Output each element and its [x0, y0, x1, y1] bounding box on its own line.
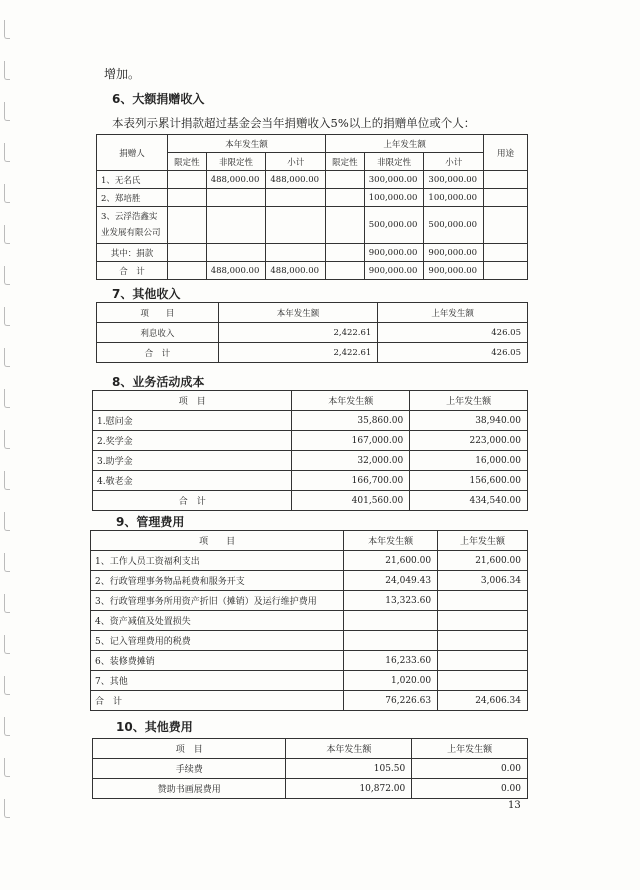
table-row [97, 244, 528, 262]
header-previous-year: 上年发生额 [378, 303, 528, 323]
cell [206, 207, 266, 244]
sub-header: 非限定性 [364, 153, 424, 171]
item-label: 3.助学金 [93, 451, 292, 471]
cell: 900,000.00 [364, 262, 424, 280]
cell [484, 244, 528, 262]
cell: 76,226.63 [344, 691, 438, 711]
cell: 10,872.00 [286, 779, 412, 799]
cell: 100,000.00 [364, 189, 424, 207]
item-label: 2.奖学金 [93, 431, 292, 451]
header-current-year: 本年发生额 [168, 135, 326, 153]
header-current-year: 本年发生额 [344, 531, 438, 551]
section-title-9: 9、管理费用 [116, 515, 185, 529]
table-row [97, 171, 528, 189]
cell: 2,422.61 [218, 323, 378, 343]
table-row [97, 323, 528, 343]
cell [326, 262, 365, 280]
header-previous-year: 上年发生额 [410, 391, 528, 411]
table-row [93, 779, 528, 799]
cell: 434,540.00 [410, 491, 528, 511]
section-title-8: 8、业务活动成本 [112, 375, 205, 389]
table-row [93, 411, 528, 431]
cell: 223,000.00 [410, 431, 528, 451]
cell: 401,560.00 [292, 491, 410, 511]
cell: 488,000.00 [266, 171, 326, 189]
table-row [93, 431, 528, 451]
table-row [91, 611, 528, 631]
cell: 900,000.00 [424, 244, 484, 262]
header-current-year: 本年发生额 [218, 303, 378, 323]
cell [206, 244, 266, 262]
page-number: 13 [508, 800, 521, 811]
total-label: 合 计 [91, 691, 344, 711]
item-label: 6、装修费摊销 [91, 651, 344, 671]
header-previous-year: 上年发生额 [438, 531, 528, 551]
cell: 500,000.00 [424, 207, 484, 244]
cell [438, 611, 528, 631]
cell [484, 207, 528, 244]
cell [438, 671, 528, 691]
table-row [91, 631, 528, 651]
other-income-table [96, 302, 528, 363]
cell: 32,000.00 [292, 451, 410, 471]
cell: 167,000.00 [292, 431, 410, 451]
cell [326, 189, 365, 207]
cell: 105.50 [286, 759, 412, 779]
item-label: 7、其他 [91, 671, 344, 691]
cell [266, 189, 326, 207]
section-title-7: 7、其他收入 [112, 287, 181, 301]
cell [168, 189, 207, 207]
intro-text: 增加。 [104, 67, 141, 81]
total-label: 合 计 [93, 491, 292, 511]
table-row [93, 471, 528, 491]
cell: 16,000.00 [410, 451, 528, 471]
cell [484, 262, 528, 280]
item-label: 利息收入 [97, 323, 219, 343]
sub-header: 小计 [424, 153, 484, 171]
header-item: 项 目 [93, 391, 292, 411]
header-item: 项 目 [93, 739, 286, 759]
cell [438, 631, 528, 651]
header-use: 用途 [484, 135, 528, 171]
header-item: 项 目 [91, 531, 344, 551]
table-row [91, 591, 528, 611]
cell [438, 651, 528, 671]
business-cost-table [92, 390, 528, 511]
cell [168, 262, 207, 280]
cell [326, 244, 365, 262]
cell: 500,000.00 [364, 207, 424, 244]
item-label: 手续费 [93, 759, 286, 779]
item-label: 3、行政管理事务所用资产折旧（摊销）及运行维护费用 [91, 591, 344, 611]
cell: 24,049.43 [344, 571, 438, 591]
section-title-10: 10、其他费用 [116, 720, 193, 734]
donor-name: 3、云浮浩鑫实业发展有限公司 [97, 207, 168, 244]
sub-header: 限定性 [326, 153, 365, 171]
cell: 2,422.61 [218, 343, 378, 363]
cell [168, 207, 207, 244]
cell: 100,000.00 [424, 189, 484, 207]
item-label: 5、记入管理费用的税费 [91, 631, 344, 651]
table-row [97, 189, 528, 207]
section-title-6: 6、大额捐赠收入 [112, 92, 205, 106]
cell [344, 631, 438, 651]
header-previous-year: 上年发生额 [412, 739, 528, 759]
total-label: 合 计 [97, 262, 168, 280]
cell [168, 171, 207, 189]
item-label: 4、资产减值及处置损失 [91, 611, 344, 631]
cell [438, 591, 528, 611]
donor-name: 1、无名氏 [97, 171, 168, 189]
cell [266, 207, 326, 244]
other-expense-table [92, 738, 528, 799]
table-row [91, 671, 528, 691]
cell: 16,233.60 [344, 651, 438, 671]
cell [266, 244, 326, 262]
header-donor: 捐赠人 [97, 135, 168, 171]
table-row [91, 551, 528, 571]
table-row [91, 571, 528, 591]
table-row-total [97, 343, 528, 363]
cell [326, 207, 365, 244]
table-row-total [93, 491, 528, 511]
donor-name: 2、郑培胜 [97, 189, 168, 207]
table-row [91, 651, 528, 671]
table-row [93, 759, 528, 779]
cell: 0.00 [412, 779, 528, 799]
sub-header: 限定性 [168, 153, 207, 171]
cell [168, 244, 207, 262]
header-current-year: 本年发生额 [286, 739, 412, 759]
section-6-description: 本表列示累计捐款超过基金会当年捐赠收入5%以上的捐赠单位或个人： [112, 116, 476, 130]
item-label: 赞助书画展费用 [93, 779, 286, 799]
cell [326, 171, 365, 189]
cell [206, 189, 266, 207]
cell: 156,600.00 [410, 471, 528, 491]
sub-header: 非限定性 [206, 153, 266, 171]
cell: 38,940.00 [410, 411, 528, 431]
cell: 900,000.00 [424, 262, 484, 280]
item-label: 1.慰问金 [93, 411, 292, 431]
cell: 21,600.00 [344, 551, 438, 571]
cell [484, 189, 528, 207]
item-label: 1、工作人员工资福利支出 [91, 551, 344, 571]
cell: 900,000.00 [364, 244, 424, 262]
donor-name: 其中：捐款 [97, 244, 168, 262]
header-current-year: 本年发生额 [292, 391, 410, 411]
cell: 35,860.00 [292, 411, 410, 431]
header-previous-year: 上年发生额 [326, 135, 484, 153]
cell: 300,000.00 [364, 171, 424, 189]
cell: 1,020.00 [344, 671, 438, 691]
cell: 488,000.00 [206, 262, 266, 280]
cell: 488,000.00 [206, 171, 266, 189]
cell [484, 171, 528, 189]
cell: 0.00 [412, 759, 528, 779]
sub-header: 小计 [266, 153, 326, 171]
cell: 488,000.00 [266, 262, 326, 280]
table-row [97, 207, 528, 244]
item-label: 4.敬老金 [93, 471, 292, 491]
cell: 13,323.60 [344, 591, 438, 611]
donation-table [96, 134, 528, 280]
cell [344, 611, 438, 631]
table-row-total [97, 262, 528, 280]
item-label: 2、行政管理事务物品耗费和服务开支 [91, 571, 344, 591]
cell: 300,000.00 [424, 171, 484, 189]
table-row-total [91, 691, 528, 711]
cell: 21,600.00 [438, 551, 528, 571]
header-item: 项 目 [97, 303, 219, 323]
cell: 3,006.34 [438, 571, 528, 591]
cell: 426.05 [378, 323, 528, 343]
table-row [93, 451, 528, 471]
binding-holes [4, 20, 22, 840]
cell: 24,606.34 [438, 691, 528, 711]
cell: 426.05 [378, 343, 528, 363]
management-expense-table [90, 530, 528, 711]
total-label: 合 计 [97, 343, 219, 363]
cell: 166,700.00 [292, 471, 410, 491]
